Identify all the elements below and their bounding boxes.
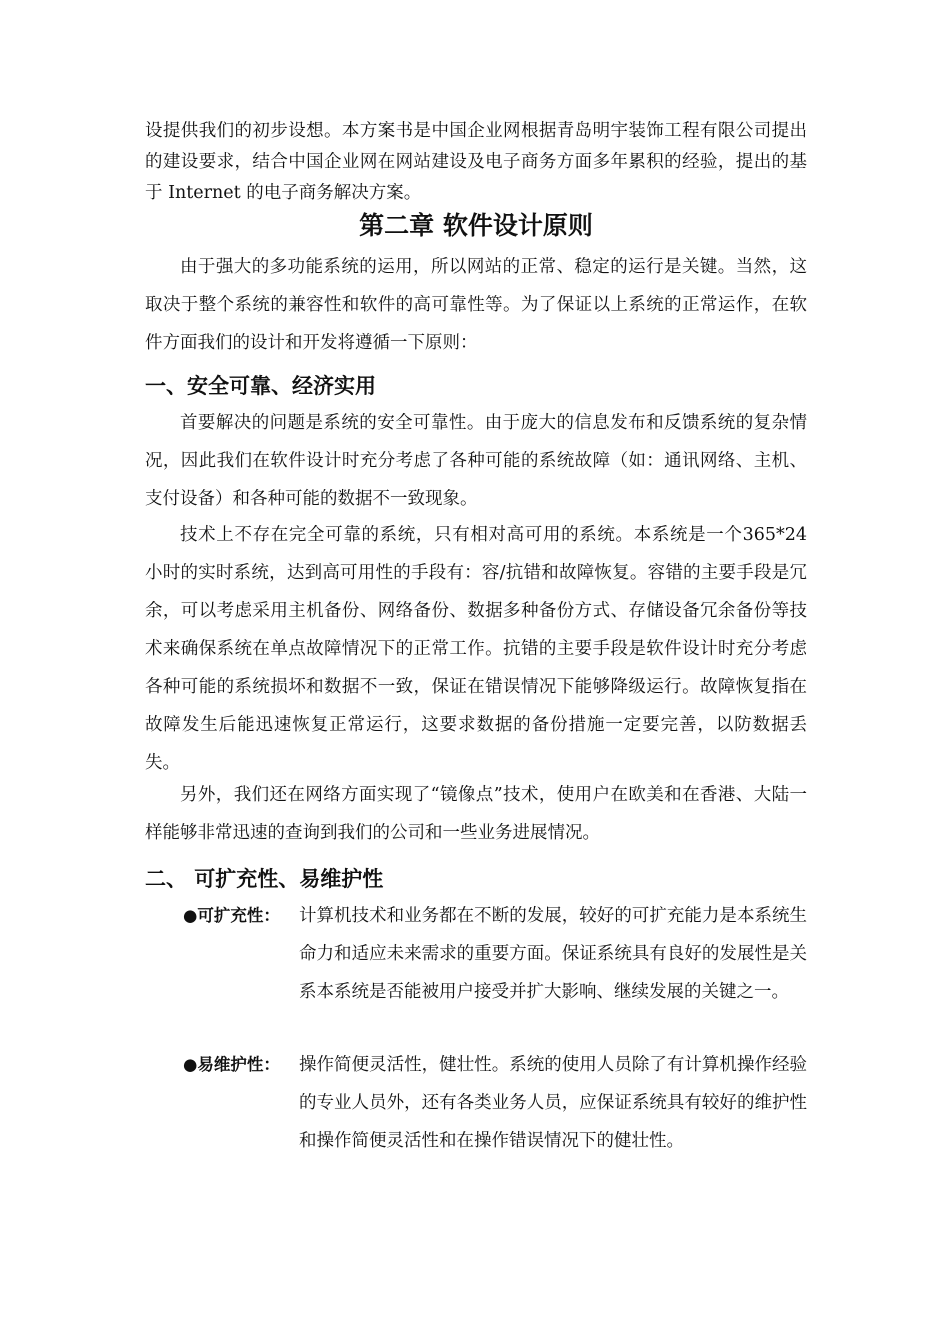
section1-paragraph-2: 技术上不存在完全可靠的系统，只有相对高可用的系统。本系统是一个365*24 小时的实时系统，达到高可用性的手段有：容/抗错和故障恢复。容错的主要手段是冗余，可以考虑采用主机备份、网络备份、数据多种备份方式、存储设备冗余备份等技术来确保系统在单点故障情况下的正常工作。抗错的主要手段是软件设计时充分考虑各种可能的系统损坏和数据不一致，保证在错误情况下能够降级运行。故障恢复指在故障发生后能迅速恢复正常运行，这要求数据的备份措施一定要完善，以防数据丢失。 [145,525,807,773]
bullet-description: 操作简便灵活性，健壮性。系统的使用人员除了有计算机操作经验的专业人员外，还有各类业务人员，应保证系统具有较好的维护性和操作简便灵活性和在操作错误情况下的健壮性。 [299,1055,807,1151]
chapter-intro-paragraph: 由于强大的多功能系统的运用，所以网站的正常、稳定的运行是关键。当然，这取决于整个系统的兼容性和软件的高可靠性等。为了保证以上系统的正常运作，在软件方面我们的设计和开发将遵循一下原则： [145,257,807,353]
section1-paragraph-1: 首要解决的问题是系统的安全可靠性。由于庞大的信息发布和反馈系统的复杂情况，因此我们在软件设计时充分考虑了各种可能的系统故障（如：通讯网络、主机、支付设备）和各种可能的数据不一致现象。 [145,413,807,509]
bullet-term: ●可扩充性： [183,906,280,925]
bullet-item-maintainability [183,1046,807,1160]
bullet-term: ●易维护性： [183,1055,280,1074]
section1-paragraph-3: 另外，我们还在网络方面实现了“镜像点”技术，使用户在欧美和在香港、大陆一样能够非常迅速的查询到我们的公司和一些业务进展情况。 [145,785,807,843]
section-heading-1: 一、安全可靠、经济实用 [145,374,376,398]
chapter-title: 第二章 软件设计原则 [359,211,593,240]
bullet-item-expandability [183,897,807,1011]
section-heading-2: 二、 可扩充性、易维护性 [145,867,384,891]
bullet-description: 计算机技术和业务都在不断的发展，较好的可扩充能力是本系统生命力和适应未来需求的重要方面。保证系统具有良好的发展性是关系本系统是否能被用户接受并扩大影响、继续发展的关键之一。 [299,906,807,1002]
intro-paragraph: 设提供我们的初步设想。本方案书是中国企业网根据青岛明宇装饰工程有限公司提出的建设要求，结合中国企业网在网站建设及电子商务方面多年累积的经验，提出的基于 Internet 的电子商务解决方案。 [145,121,807,203]
